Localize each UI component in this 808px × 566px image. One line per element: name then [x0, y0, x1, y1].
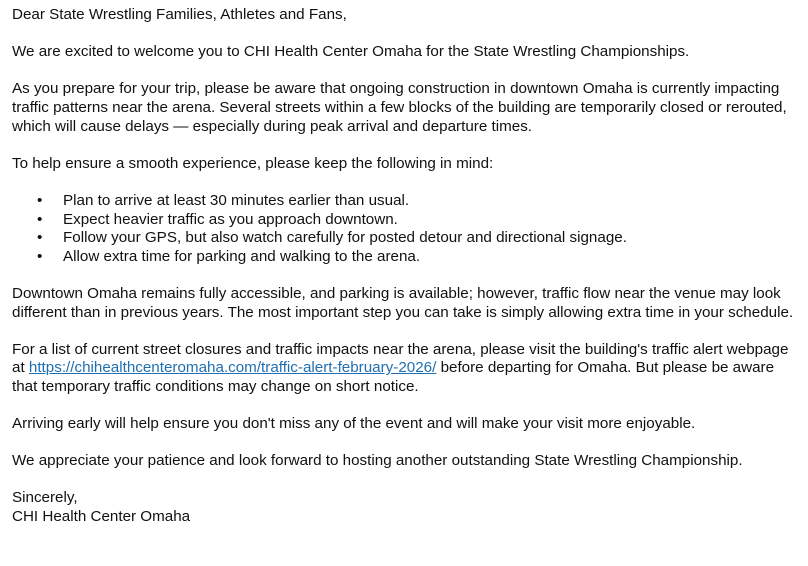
- bullet-icon: •: [37, 210, 43, 228]
- traffic-alert-link[interactable]: https://chihealthcenteromaha.com/traffic-alert-february-2026/: [28, 359, 437, 377]
- tip-text: Expect heavier traffic as you approach downtown.: [63, 210, 398, 228]
- closures-paragraph: [12, 341, 798, 397]
- list-item: [12, 211, 798, 230]
- list-item: [12, 229, 798, 248]
- intro-paragraph: We are excited to welcome you to CHI Health Center Omaha for the State Wrestling Championships.: [12, 43, 690, 61]
- greeting: Dear State Wrestling Families, Athletes and Fans,: [12, 6, 347, 23]
- tip-text: Plan to arrive at least 30 minutes earlier than usual.: [63, 191, 410, 209]
- arrive-early-paragraph: Arriving early will help ensure you don't miss any of the event and will make your visit more enjoyable.: [12, 415, 696, 433]
- list-item: [12, 248, 798, 267]
- construction-paragraph: As you prepare for your trip, please be aware that ongoing construction in downtown Omaha is currently impacting traffic patterns near the arena. Several streets within a few blocks of the building are temporarily closed or rerouted, which will cause delays — especially during peak arrival and departure times.: [12, 80, 787, 135]
- bullet-icon: •: [37, 191, 43, 209]
- signature: CHI Health Center Omaha: [12, 508, 191, 526]
- closures-text-before: For a list of current street closures and traffic impacts near the arena, please visit the building's traffic alert webpage at: [12, 340, 789, 377]
- tips-list: [12, 192, 798, 266]
- bullet-icon: •: [37, 229, 43, 247]
- bullet-icon: •: [37, 247, 43, 265]
- accessibility-paragraph: Downtown Omaha remains fully accessible, and parking is available; however, traffic flow near the venue may look different than in previous years. The most important step you can take is simply allowing extra time in your schedule.: [12, 284, 794, 321]
- closing: Sincerely,: [12, 489, 78, 507]
- tip-text: Follow your GPS, but also watch carefully for posted detour and directional signage.: [63, 229, 627, 247]
- closures-text-after: before departing for Omaha. But please be aware that temporary traffic conditions may change on short notice.: [12, 359, 775, 395]
- tip-text: Allow extra time for parking and walking to the arena.: [63, 247, 421, 265]
- signoff: [12, 489, 798, 526]
- list-item: [12, 192, 798, 211]
- appreciation-paragraph: We appreciate your patience and look forward to hosting another outstanding State Wrestling Championship.: [12, 452, 743, 470]
- tips-intro: To help ensure a smooth experience, please keep the following in mind:: [12, 154, 494, 172]
